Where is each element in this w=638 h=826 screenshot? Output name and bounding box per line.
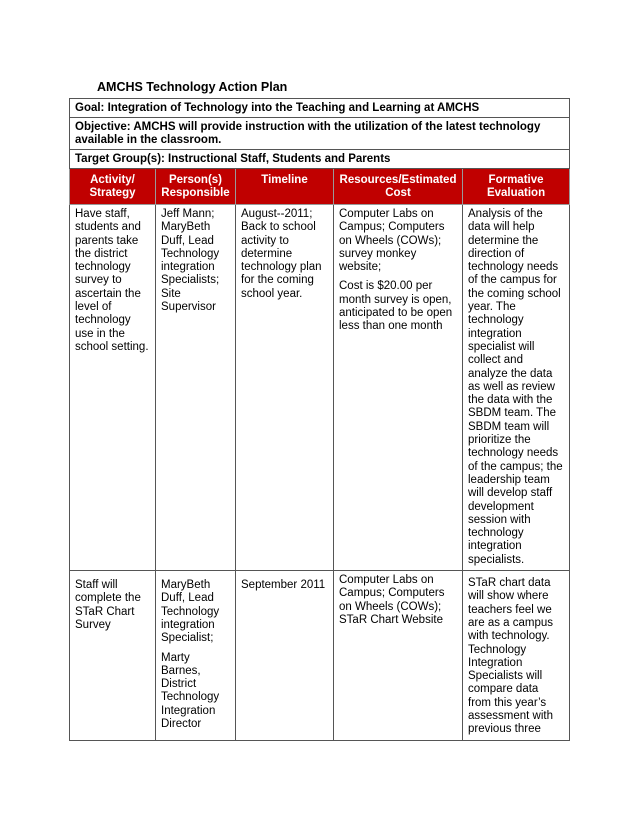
cell-line: Specialists will	[468, 670, 543, 683]
cell-line: data will help	[468, 221, 535, 234]
cell-line: survey to	[75, 274, 122, 287]
cell-line: ascertain the	[75, 287, 141, 300]
cell-line: Specialists;	[161, 274, 220, 287]
cell-line: school setting.	[75, 340, 149, 353]
cell-line: SBDM team will	[468, 420, 550, 433]
cell-line: technology	[468, 314, 524, 327]
cell-line: determine	[241, 247, 293, 260]
cell-line: students and	[75, 221, 141, 234]
cell-line: specialists.	[468, 553, 525, 566]
cell-line: school year.	[241, 287, 303, 300]
cell-line: technology plan	[241, 261, 322, 274]
resources-cell	[334, 205, 463, 571]
cell-line: Computer Labs on	[339, 574, 434, 587]
cell-line: Technology	[468, 643, 527, 656]
header-activity-strategy: Activity/ Strategy	[70, 169, 156, 205]
cell-line: Survey	[75, 618, 111, 631]
header-persons-responsible: Person(s) Responsible	[156, 169, 236, 205]
cell-line: activity to	[241, 234, 289, 247]
cell-line: SBDM team. The	[468, 407, 556, 420]
cell-line: technology	[468, 527, 524, 540]
cell-line: determine the	[468, 234, 539, 247]
cell-line: website;	[339, 261, 382, 274]
cell-line: integration	[468, 540, 522, 553]
timeline-cell	[236, 571, 334, 741]
cell-line: Staff will	[75, 579, 118, 592]
cell-line: Duff, Lead	[161, 234, 214, 247]
cell-line: assessment with	[468, 709, 554, 722]
cell-line: technology needs	[468, 447, 559, 460]
cell-line: Supervisor	[161, 301, 216, 314]
cell-line: Have staff,	[75, 208, 130, 220]
cell-line: with technology.	[468, 630, 550, 643]
cell-line: are as a campus	[468, 616, 554, 629]
header-resources-cost: Resources/Estimated Cost	[334, 169, 463, 205]
cell-line: Marty	[161, 651, 190, 664]
cell-line: Director	[161, 717, 202, 730]
objective-row	[70, 118, 570, 150]
cell-line: on Wheels (COWs);	[339, 234, 442, 247]
cell-line: technology needs	[468, 261, 559, 274]
cell-line: Duff, Lead	[161, 592, 214, 605]
cell-line: prioritize the	[468, 434, 531, 447]
cell-line: MaryBeth	[161, 579, 211, 592]
cell-line: STaR Chart Website	[339, 613, 443, 626]
goal-row	[70, 99, 570, 118]
table-row	[70, 571, 570, 741]
goal-text: Goal: Integration of Technology into the Teaching and Learning at AMCHS	[70, 99, 570, 118]
cell-line: collect and	[468, 354, 523, 367]
objective-text: Objective: AMCHS will provide instruction with the utilization of the latest technology available in the classroom.	[70, 118, 570, 150]
cell-line: previous three	[468, 723, 541, 736]
cell-line: direction of	[468, 247, 525, 260]
header-timeline: Timeline	[236, 169, 334, 205]
activity-cell	[70, 205, 156, 571]
cell-line: September 2011	[241, 579, 326, 592]
target-group-text: Target Group(s): Instructional Staff, Students and Parents	[70, 150, 570, 169]
cell-line: Technology	[161, 691, 220, 704]
cell-line: Site	[161, 287, 181, 300]
cell-line: will develop staff	[468, 487, 553, 500]
cell-line: level of	[75, 301, 112, 314]
cell-line: compare data	[468, 683, 539, 696]
cell-line: Back to school	[241, 221, 316, 234]
cell-line: Barnes,	[161, 664, 201, 677]
cell-line: teachers feel we	[468, 603, 552, 616]
cell-line: Campus; Computers	[339, 221, 445, 234]
cell-line: for the coming	[241, 274, 314, 287]
cell-line: August--2011;	[241, 208, 313, 220]
cell-line: on Wheels (COWs);	[339, 600, 442, 613]
cell-line: Cost is $20.00 per	[339, 280, 433, 293]
evaluation-cell	[463, 205, 570, 571]
cell-line: Campus; Computers	[339, 587, 445, 600]
timeline-cell	[236, 205, 334, 571]
cell-line: analyze the data	[468, 367, 553, 380]
cell-line: integration	[468, 327, 522, 340]
cell-line: Specialist;	[161, 632, 214, 645]
cell-line: specialist will	[468, 340, 535, 353]
cell-line: Computer Labs on	[339, 208, 434, 220]
cell-line: as well as review	[468, 380, 555, 393]
cell-line: the coming school	[468, 287, 561, 300]
persons-cell	[156, 205, 236, 571]
cell-line: Integration	[161, 704, 216, 717]
cell-line: survey monkey	[339, 247, 417, 260]
resources-cell	[334, 571, 463, 741]
target-group-row	[70, 150, 570, 169]
column-header-row	[70, 169, 570, 205]
persons-cell	[156, 571, 236, 741]
cell-line: MaryBeth	[161, 221, 211, 234]
cell-line: Analysis of the	[468, 208, 543, 220]
cell-line: the data with the	[468, 394, 553, 407]
cell-line: of the campus for	[468, 274, 557, 287]
cell-line: will show where	[468, 590, 549, 603]
cell-line: STaR chart data	[468, 577, 551, 590]
cell-line: anticipated to be open	[339, 307, 453, 320]
cell-line: leadership team	[468, 473, 550, 486]
cell-line: of the campus; the	[468, 460, 563, 473]
cell-line: from this year’s	[468, 696, 547, 709]
cell-line: session with	[468, 513, 531, 526]
header-formative-evaluation: Formative Evaluation	[463, 169, 570, 205]
action-plan-table	[69, 98, 570, 741]
cell-line: Technology	[161, 247, 220, 260]
cell-line: less than one month	[339, 320, 443, 333]
evaluation-cell	[463, 571, 570, 741]
cell-line: technology	[75, 261, 131, 274]
cell-line: year. The	[468, 301, 516, 314]
cell-line: integration	[161, 261, 215, 274]
cell-line: parents take	[75, 234, 139, 247]
cell-line: development	[468, 500, 534, 513]
cell-line: the district	[75, 247, 128, 260]
cell-line: integration	[161, 618, 215, 631]
cell-line: complete the	[75, 592, 141, 605]
cell-line: Technology	[161, 605, 220, 618]
cell-line: Integration	[468, 656, 523, 669]
cell-line: technology	[75, 314, 131, 327]
cell-line: STaR Chart	[75, 605, 135, 618]
table-row	[70, 205, 570, 571]
cell-line: use in the	[75, 327, 125, 340]
cell-line: Jeff Mann;	[161, 208, 215, 220]
activity-cell	[70, 571, 156, 741]
document-title: AMCHS Technology Action Plan	[97, 80, 288, 94]
cell-line: District	[161, 678, 197, 691]
cell-line: month survey is open,	[339, 293, 452, 306]
